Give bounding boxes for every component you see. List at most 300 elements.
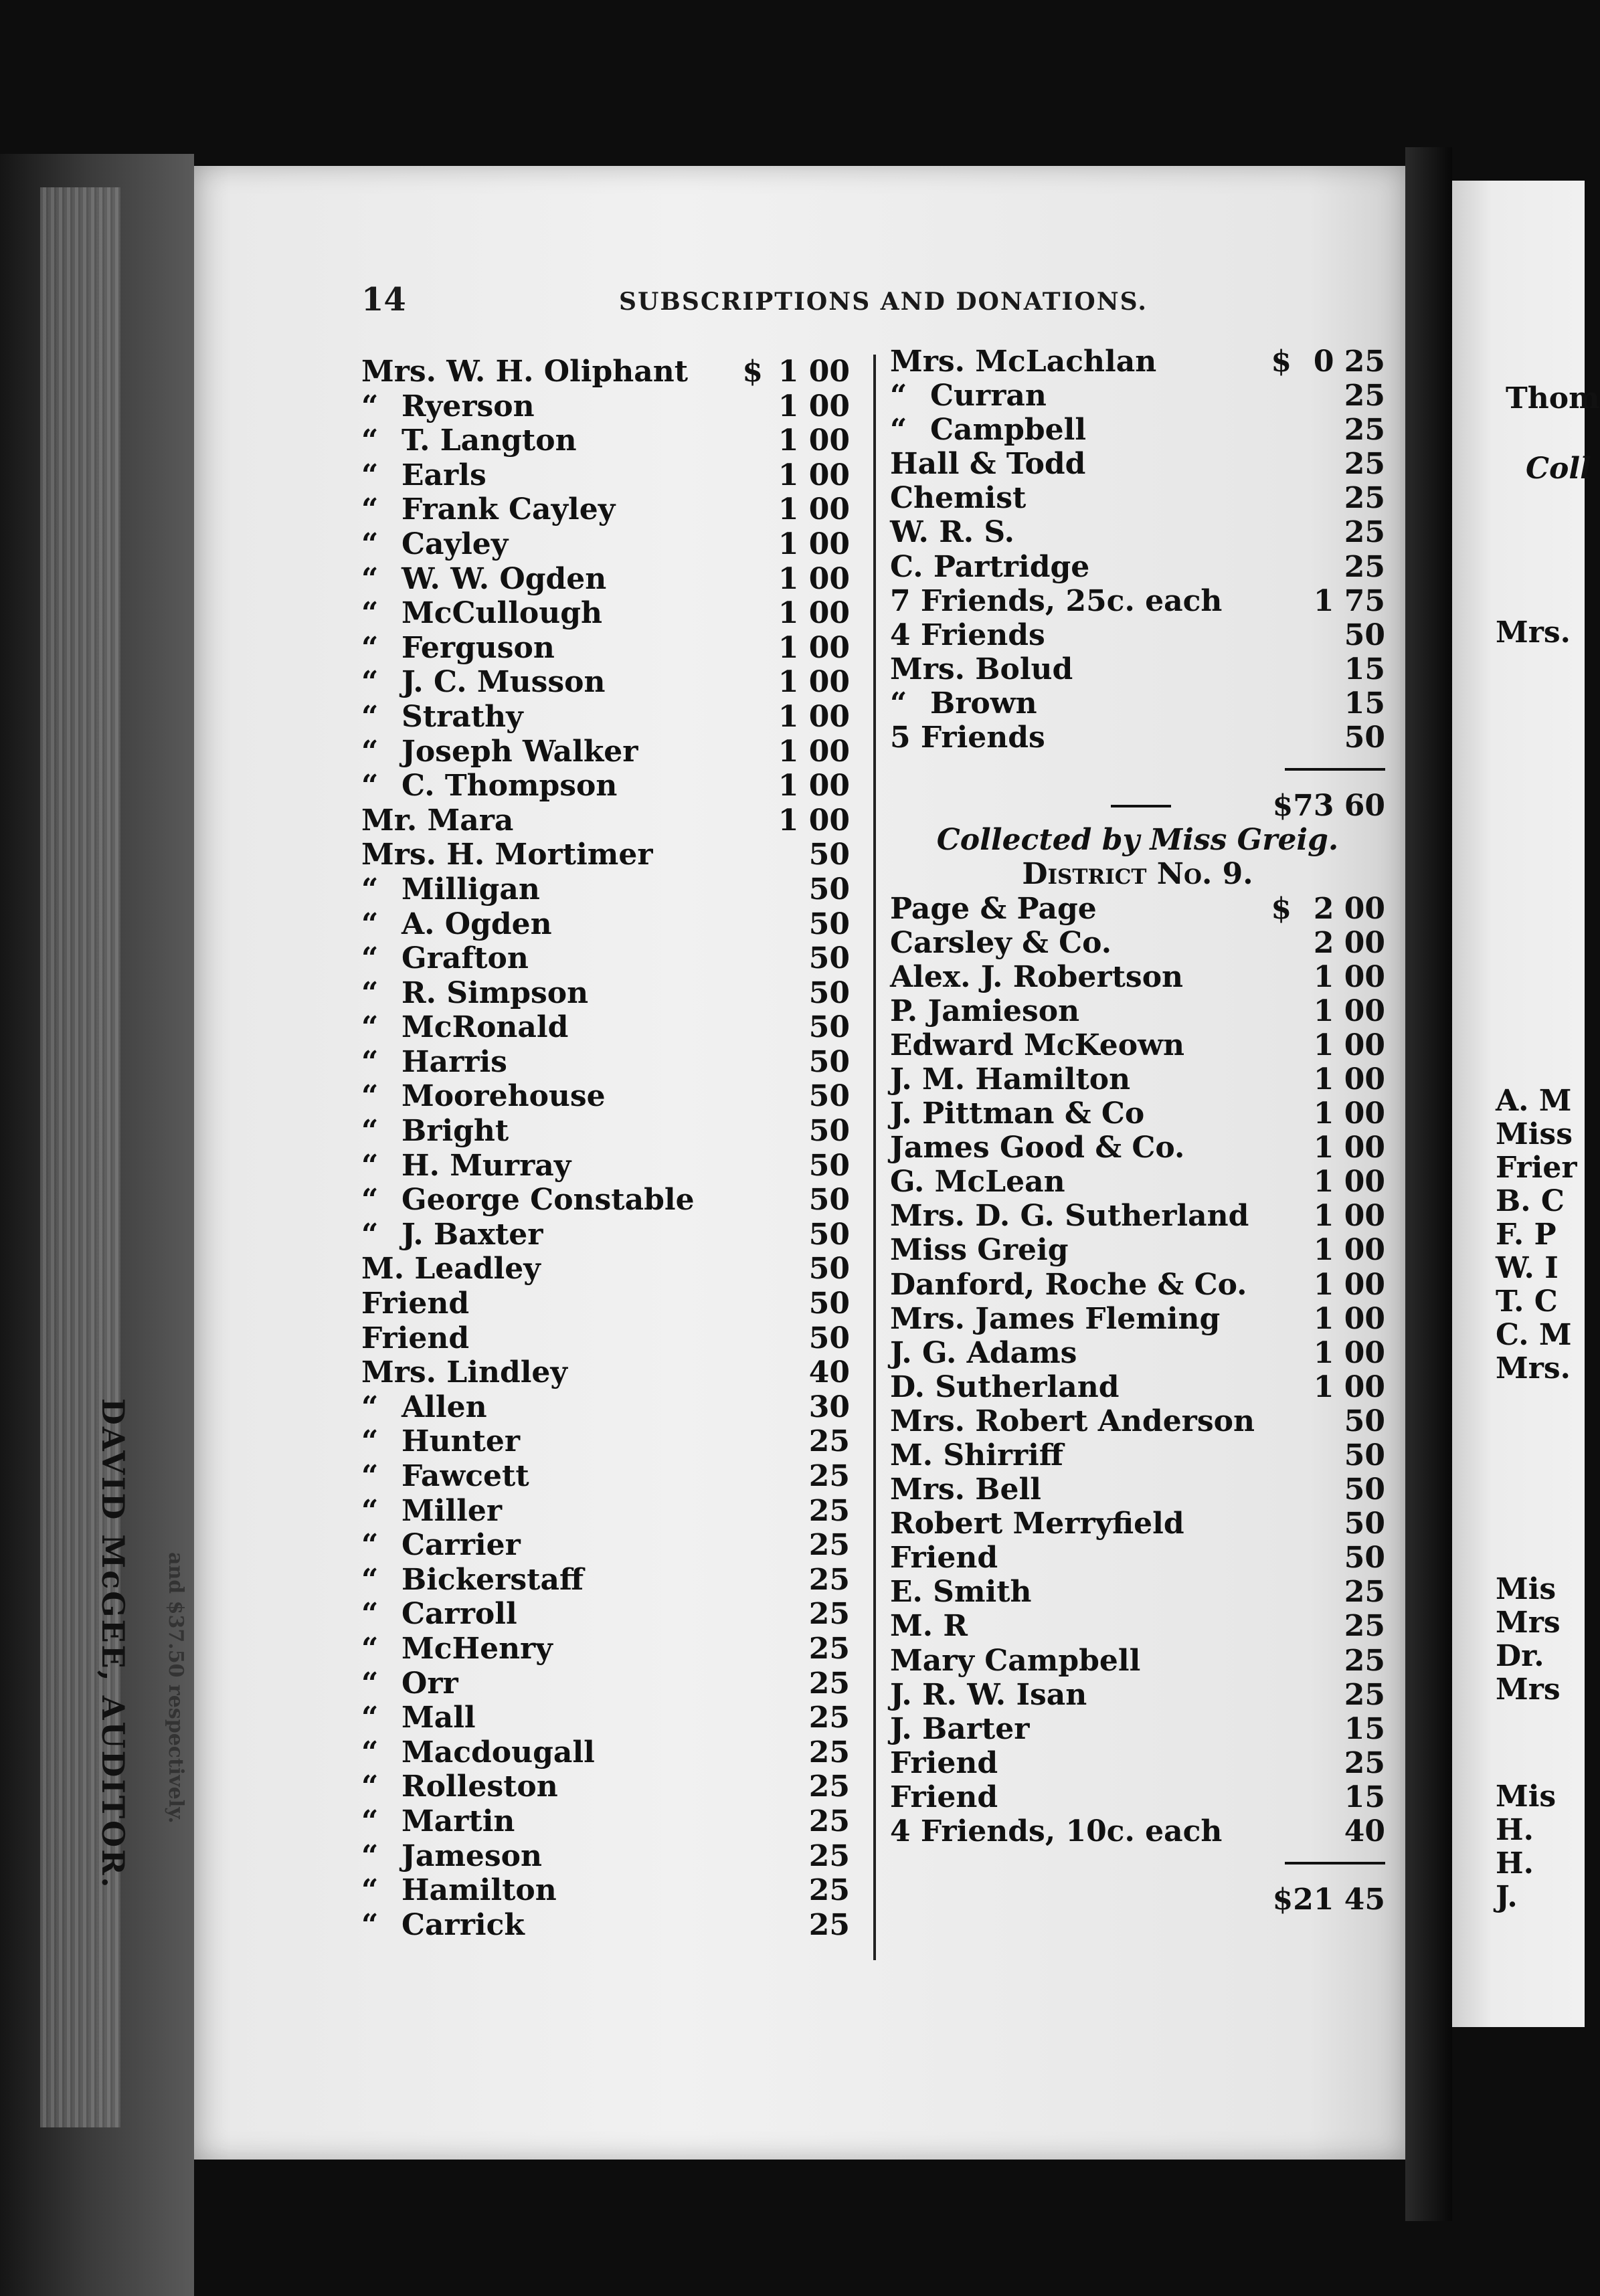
donation-amount: 50 <box>808 1079 850 1114</box>
donor-name: Cayley <box>402 527 509 561</box>
donor-name: H. Murray <box>402 1148 571 1183</box>
next-page-fragment: Mis <box>1496 1780 1557 1814</box>
donation-amount: 25 <box>1344 447 1385 482</box>
donation-amount: 1 00 <box>778 596 850 631</box>
donor-name: Friend <box>361 1286 470 1321</box>
donor-name: J. R. W. Isan <box>890 1677 1087 1712</box>
list-item <box>890 721 1385 755</box>
list-item <box>361 389 850 424</box>
donor-name: Bickerstaff <box>402 1562 584 1597</box>
donation-amount: 50 <box>1344 1438 1385 1472</box>
ditto-mark: “ <box>361 492 379 527</box>
donor-name: J. Baxter <box>402 1217 543 1252</box>
list-item <box>890 447 1385 481</box>
donor-name: W. W. Ogden <box>402 561 607 596</box>
ditto-mark: “ <box>361 1114 379 1149</box>
list-item <box>361 1804 850 1839</box>
list-item <box>361 1355 850 1390</box>
donation-amount: 40 <box>808 1355 850 1390</box>
donation-amount: 25 <box>1344 379 1385 413</box>
donor-name: Danford, Roche & Co. <box>890 1267 1247 1302</box>
donation-amount: 50 <box>808 1044 850 1079</box>
list-item <box>890 1131 1385 1165</box>
ditto-mark: “ <box>361 1459 379 1493</box>
donor-name: Carrier <box>402 1528 521 1563</box>
donation-amount: 1 00 <box>1313 1233 1385 1268</box>
donation-amount: 25 <box>1344 1609 1385 1644</box>
list-item <box>890 1575 1385 1609</box>
donor-name: Mrs. Robert Anderson <box>890 1404 1255 1438</box>
list-item <box>890 1404 1385 1438</box>
list-item <box>361 1563 850 1598</box>
donor-name: McRonald <box>402 1010 569 1045</box>
donor-name: Carsley & Co. <box>890 925 1112 960</box>
list-item <box>361 1010 850 1045</box>
page-number: 14 <box>361 281 406 318</box>
list-item <box>361 1218 850 1252</box>
next-page-fragment: Dr. <box>1496 1639 1544 1673</box>
ditto-mark: “ <box>361 561 379 596</box>
donor-name: J. G. Adams <box>890 1335 1077 1370</box>
donor-name: Mrs. W. H. Oliphant <box>361 355 689 389</box>
list-item <box>890 960 1385 994</box>
donation-amount: 1 00 <box>778 458 850 492</box>
donor-name: James Good & Co. <box>890 1131 1185 1165</box>
donation-amount: 0 25 <box>1313 345 1385 379</box>
donor-name: M. Leadley <box>361 1252 541 1286</box>
right-section-1 <box>890 345 1385 755</box>
donation-amount: 25 <box>1344 1575 1385 1610</box>
ditto-mark: “ <box>361 1493 379 1528</box>
donor-name: Mrs. H. Mortimer <box>361 838 653 872</box>
donor-name: Mrs. McLachlan <box>890 345 1157 379</box>
donation-amount: 1 00 <box>1313 1131 1385 1165</box>
list-item <box>890 550 1385 584</box>
list-item <box>361 1597 850 1632</box>
list-item <box>361 562 850 597</box>
donation-amount: 25 <box>808 1666 850 1701</box>
donor-name: C. Partridge <box>890 549 1090 584</box>
section-1-total-rule-row <box>890 755 1385 789</box>
next-page-top-fragment: Thom <box>1506 381 1600 415</box>
list-item <box>361 1286 850 1321</box>
list-item <box>361 976 850 1011</box>
donor-name: Robert Merryfield <box>890 1507 1184 1541</box>
donor-name: Mrs. Lindley <box>361 1355 567 1390</box>
list-item <box>890 1096 1385 1131</box>
list-item <box>361 1045 850 1080</box>
donation-amount: 50 <box>808 838 850 872</box>
donor-name: 7 Friends, 25c. each <box>890 583 1223 618</box>
ditto-mark: “ <box>361 1183 379 1218</box>
donation-amount: 50 <box>1344 617 1385 652</box>
dollar-sign: $ <box>1271 345 1292 379</box>
donation-amount: 25 <box>1344 413 1385 448</box>
donation-amount: 25 <box>1344 1745 1385 1780</box>
list-item <box>890 652 1385 686</box>
donation-amount: 25 <box>1344 481 1385 516</box>
donor-name: Milligan <box>402 872 540 906</box>
donor-name: Martin <box>402 1804 515 1838</box>
donor-name: J. Barter <box>890 1711 1030 1746</box>
donation-amount: 2 00 <box>1313 891 1385 926</box>
donor-name: McHenry <box>402 1631 553 1666</box>
donation-amount: 50 <box>1344 1507 1385 1541</box>
donor-name: Mrs. Bell <box>890 1472 1041 1507</box>
donation-amount: 50 <box>808 872 850 906</box>
donation-amount: 1 00 <box>778 527 850 561</box>
ditto-mark: “ <box>361 1631 379 1666</box>
donor-name: Hunter <box>402 1424 521 1459</box>
list-item <box>361 1769 850 1804</box>
donor-name: M. R <box>890 1609 968 1644</box>
next-page-fragment: B. C <box>1496 1184 1565 1218</box>
donation-amount: 50 <box>1344 1472 1385 1507</box>
donation-amount: 25 <box>808 1838 850 1873</box>
donation-amount: 1 00 <box>1313 1267 1385 1302</box>
donation-amount: 25 <box>1344 515 1385 550</box>
ditto-mark: “ <box>361 1044 379 1079</box>
donor-name: G. McLean <box>890 1165 1065 1200</box>
donation-amount: 40 <box>1344 1814 1385 1849</box>
list-item <box>361 355 850 389</box>
list-item <box>361 1908 850 1943</box>
collected-by: Collected by Miss Greig. <box>936 823 1339 858</box>
ditto-mark: “ <box>361 1148 379 1183</box>
donation-amount: 25 <box>808 1528 850 1563</box>
donor-name: Orr <box>402 1666 458 1701</box>
donor-name: Miller <box>402 1493 503 1528</box>
donation-amount: 25 <box>808 1424 850 1459</box>
donor-name: Harris <box>402 1044 507 1079</box>
donor-name: 4 Friends <box>890 617 1045 652</box>
donation-amount: 1 00 <box>778 492 850 527</box>
ditto-mark: “ <box>361 1735 379 1769</box>
list-item <box>361 1114 850 1149</box>
donor-name: C. Thompson <box>402 769 618 803</box>
donor-name: Friend <box>890 1541 998 1575</box>
ditto-mark: “ <box>361 665 379 700</box>
list-item <box>361 1839 850 1874</box>
donation-amount: 1 00 <box>1313 1062 1385 1096</box>
donor-name: Carrick <box>402 1907 525 1942</box>
list-item <box>361 1390 850 1425</box>
list-item <box>890 1609 1385 1643</box>
donation-amount: 25 <box>808 1769 850 1804</box>
ditto-mark: “ <box>361 734 379 769</box>
donor-name: E. Smith <box>890 1575 1032 1610</box>
list-item <box>890 1233 1385 1267</box>
donor-name: Campbell <box>930 413 1087 448</box>
donor-name: Ryerson <box>402 389 535 423</box>
donation-amount: 25 <box>808 1493 850 1528</box>
list-item <box>361 458 850 493</box>
donation-amount: 1 00 <box>778 665 850 700</box>
list-item <box>361 631 850 666</box>
next-page-fragment: Frier <box>1496 1151 1577 1185</box>
donor-name: P. Jamieson <box>890 993 1080 1028</box>
donation-amount: 2 00 <box>1313 925 1385 960</box>
donor-name: 4 Friends, 10c. each <box>890 1814 1223 1849</box>
donation-amount: 1 00 <box>1313 1165 1385 1200</box>
donor-name: Alex. J. Robertson <box>890 959 1184 994</box>
list-item <box>361 492 850 527</box>
list-item <box>361 907 850 942</box>
donor-name: McCullough <box>402 596 603 631</box>
donation-amount: 15 <box>1344 652 1385 686</box>
donation-amount: 50 <box>808 941 850 976</box>
donor-name: Friend <box>890 1745 998 1780</box>
donor-name: Frank Cayley <box>402 492 616 527</box>
donor-name: Fawcett <box>402 1459 529 1493</box>
donation-amount: 50 <box>808 1252 850 1286</box>
donation-amount: 25 <box>1344 549 1385 584</box>
ditto-mark: “ <box>361 630 379 665</box>
book-gutter <box>1405 147 1452 2221</box>
left-column <box>361 355 850 1942</box>
donation-amount: 1 00 <box>1313 1199 1385 1234</box>
ditto-mark: “ <box>361 1907 379 1942</box>
donor-name: Grafton <box>402 941 529 976</box>
dollar-sign: $ <box>742 355 763 389</box>
list-item <box>890 1268 1385 1302</box>
list-item <box>890 413 1385 447</box>
ditto-mark: “ <box>361 1424 379 1459</box>
donor-name: Carroll <box>402 1597 517 1632</box>
ditto-mark: “ <box>361 1666 379 1701</box>
donation-amount: 25 <box>1344 1643 1385 1678</box>
donation-amount: 30 <box>808 1390 850 1424</box>
donation-amount: 1 00 <box>1313 1028 1385 1062</box>
donation-amount: 25 <box>808 1701 850 1735</box>
list-item <box>361 803 850 838</box>
column-divider <box>873 355 876 1960</box>
donor-name: Mr. Mara <box>361 803 514 838</box>
ditto-mark: “ <box>361 1769 379 1804</box>
ditto-mark: “ <box>890 413 907 448</box>
donation-amount: 1 00 <box>778 355 850 389</box>
list-item <box>361 1321 850 1356</box>
donor-name: Mrs. Bolud <box>890 652 1073 686</box>
donor-name: J. M. Hamilton <box>890 1062 1131 1096</box>
list-item <box>890 379 1385 413</box>
donor-name: T. Langton <box>402 423 577 458</box>
list-item <box>361 665 850 700</box>
donation-amount: 1 00 <box>1313 1096 1385 1131</box>
donation-amount: 1 00 <box>778 734 850 769</box>
donation-amount: 25 <box>808 1597 850 1632</box>
list-item <box>890 1644 1385 1678</box>
donation-amount: 25 <box>808 1735 850 1769</box>
next-page-fragment: Mrs <box>1496 1606 1561 1640</box>
next-page-italic-fragment: Coll <box>1526 452 1591 486</box>
next-page-fragment: A. M <box>1496 1084 1572 1118</box>
donation-amount: 15 <box>1344 686 1385 721</box>
right-column <box>890 345 1385 1917</box>
right-section-2 <box>890 892 1385 1849</box>
ditto-mark: “ <box>361 1597 379 1632</box>
donor-name: D. Sutherland <box>890 1369 1120 1404</box>
donor-name: Jameson <box>402 1838 542 1873</box>
list-item <box>361 1494 850 1529</box>
list-item <box>361 769 850 803</box>
donation-amount: 25 <box>808 1873 850 1908</box>
donation-amount: 15 <box>1344 1780 1385 1814</box>
list-item <box>361 700 850 735</box>
next-page-fragment: Mrs <box>1496 1672 1561 1707</box>
ditto-mark: “ <box>361 1528 379 1563</box>
next-page-fragment: C. M <box>1496 1318 1572 1352</box>
donation-amount: 1 00 <box>778 423 850 458</box>
donation-amount: 1 00 <box>778 769 850 803</box>
donor-name: Mrs. James Fleming <box>890 1301 1221 1336</box>
donation-amount: 50 <box>808 1217 850 1252</box>
donation-amount: 50 <box>808 1183 850 1218</box>
list-item <box>361 1252 850 1286</box>
donor-name: Brown <box>930 686 1037 721</box>
list-item <box>890 1199 1385 1233</box>
donation-amount: 50 <box>1344 1404 1385 1438</box>
ditto-mark: “ <box>361 1701 379 1735</box>
donor-name: Hamilton <box>402 1873 557 1908</box>
donor-name: George Constable <box>402 1183 695 1218</box>
donor-name: Macdougall <box>402 1735 595 1769</box>
ditto-mark: “ <box>361 1804 379 1838</box>
list-item <box>890 1780 1385 1814</box>
donor-name: R. Simpson <box>402 975 589 1010</box>
section-2-total-rule-row <box>890 1848 1385 1883</box>
list-item <box>890 1062 1385 1096</box>
donor-name: Allen <box>402 1390 487 1424</box>
list-item <box>361 838 850 872</box>
section-2-total-rule <box>1285 1862 1385 1864</box>
list-item <box>361 1079 850 1114</box>
donation-amount: 25 <box>808 1562 850 1597</box>
ditto-mark: “ <box>361 596 379 631</box>
list-item <box>361 1424 850 1459</box>
dollar-sign: $ <box>1271 891 1292 926</box>
list-item <box>361 596 850 631</box>
list-item <box>890 1712 1385 1746</box>
donation-amount: 1 00 <box>778 803 850 838</box>
list-item <box>361 1873 850 1908</box>
donation-amount: 25 <box>808 1459 850 1493</box>
donor-name: Ferguson <box>402 630 555 665</box>
donation-amount: 1 00 <box>1313 1301 1385 1336</box>
district-row <box>890 857 1385 891</box>
list-item <box>890 1746 1385 1780</box>
next-page-fragment: W. I <box>1496 1251 1559 1285</box>
donor-name: Edward McKeown <box>890 1028 1184 1062</box>
donation-amount: 50 <box>808 1321 850 1355</box>
next-page-fragment: J. <box>1496 1880 1518 1914</box>
donation-amount: 50 <box>808 1148 850 1183</box>
side-note: DAVID McGEE, AUDITOR. <box>95 1398 131 1890</box>
donor-name: Friend <box>890 1780 998 1814</box>
list-item <box>361 1149 850 1183</box>
ditto-mark: “ <box>361 1838 379 1873</box>
next-page-fragment: H. <box>1496 1813 1534 1847</box>
next-page-fragment: Mrs. <box>1496 1351 1571 1385</box>
ditto-mark: “ <box>361 769 379 803</box>
section-2-total: $21 45 <box>1272 1883 1385 1917</box>
section-2-total-row <box>890 1883 1385 1917</box>
next-page <box>1452 181 1600 2027</box>
list-item <box>890 1302 1385 1336</box>
donor-name: Page & Page <box>890 891 1097 926</box>
donor-name: Miss Greig <box>890 1233 1069 1268</box>
ditto-mark: “ <box>361 1562 379 1597</box>
next-page-fragment: Mrs. <box>1496 615 1571 650</box>
ditto-mark: “ <box>361 1010 379 1045</box>
donor-name: Joseph Walker <box>402 734 638 769</box>
next-page-fragment: F. P <box>1496 1218 1557 1252</box>
list-item <box>890 1165 1385 1199</box>
list-item <box>361 527 850 562</box>
page-title: SUBSCRIPTIONS AND DONATIONS. <box>619 288 1148 316</box>
ditto-mark: “ <box>361 1873 379 1908</box>
donor-name: J. Pittman & Co <box>890 1096 1145 1131</box>
ditto-mark: “ <box>361 527 379 561</box>
ditto-mark: “ <box>890 686 907 721</box>
list-item <box>361 1701 850 1735</box>
list-item <box>890 1438 1385 1472</box>
list-item <box>890 994 1385 1028</box>
donor-name: W. R. S. <box>890 515 1014 550</box>
donation-amount: 25 <box>808 1804 850 1838</box>
ditto-mark: “ <box>361 906 379 941</box>
donation-amount: 1 00 <box>778 630 850 665</box>
donation-amount: 50 <box>808 1114 850 1149</box>
ditto-mark: “ <box>361 699 379 734</box>
ditto-mark: “ <box>361 1390 379 1424</box>
list-item <box>890 345 1385 379</box>
donation-amount: 1 00 <box>1313 993 1385 1028</box>
list-item <box>361 1735 850 1770</box>
side-note-secondary: and $37.50 respectively. <box>164 1552 187 1824</box>
ditto-mark: “ <box>361 975 379 1010</box>
donation-amount: 1 00 <box>1313 1335 1385 1370</box>
donation-amount: 50 <box>808 1010 850 1045</box>
section-1-total: $73 60 <box>1272 789 1385 824</box>
donation-amount: 25 <box>1344 1677 1385 1712</box>
donation-amount: 50 <box>808 1286 850 1321</box>
donor-name: Mary Campbell <box>890 1643 1141 1678</box>
list-item <box>361 1528 850 1563</box>
donor-name: Hall & Todd <box>890 447 1086 482</box>
donor-name: Mrs. D. G. Sutherland <box>890 1199 1249 1234</box>
donation-amount: 50 <box>808 975 850 1010</box>
list-item <box>890 892 1385 926</box>
donation-amount: 1 00 <box>778 389 850 423</box>
donation-amount: 25 <box>808 1631 850 1666</box>
section-1-total-row <box>890 789 1385 823</box>
list-item <box>890 686 1385 721</box>
donor-name: J. C. Musson <box>402 665 606 700</box>
donation-amount: 1 75 <box>1313 583 1385 618</box>
donor-name: Rolleston <box>402 1769 558 1804</box>
donation-amount: 1 00 <box>1313 1369 1385 1404</box>
list-item <box>361 735 850 769</box>
list-item <box>890 1814 1385 1848</box>
ditto-mark: “ <box>361 872 379 906</box>
ditto-mark: “ <box>361 389 379 423</box>
list-item <box>361 941 850 976</box>
donor-name: Friend <box>361 1321 470 1355</box>
list-item <box>361 1183 850 1218</box>
donation-amount: 15 <box>1344 1711 1385 1746</box>
list-item <box>890 1472 1385 1507</box>
